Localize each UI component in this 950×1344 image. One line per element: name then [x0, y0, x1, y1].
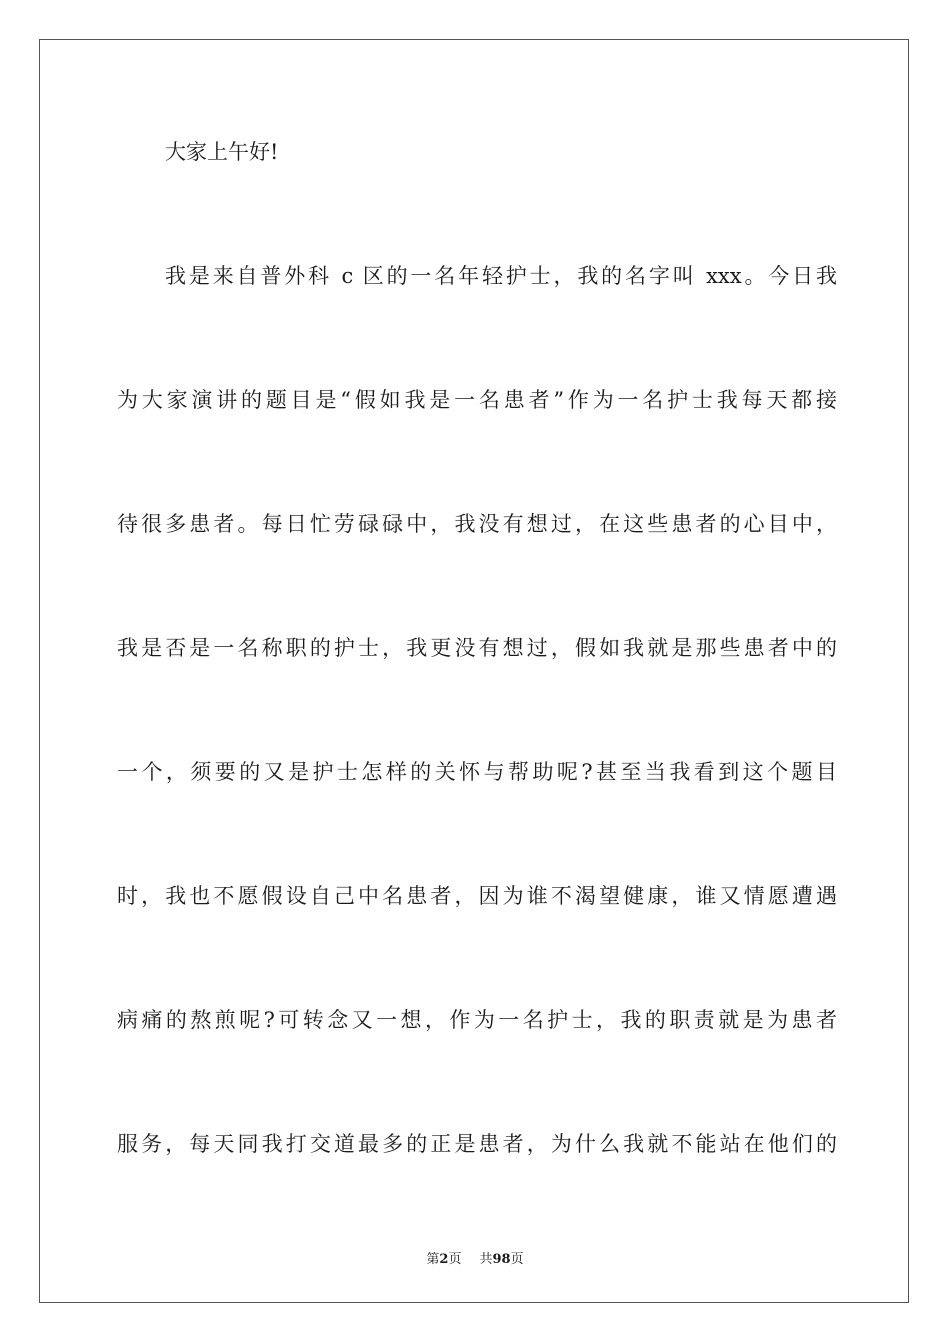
paragraph-line: 待很多患者。每日忙劳碌碌中，我没有想过，在这些患者的心目中，: [117, 512, 837, 536]
page-footer: [0, 1248, 950, 1267]
page-frame: [39, 39, 909, 1303]
footer-page-prefix: 第: [426, 1252, 440, 1267]
paragraph-line: 病痛的熬煎呢?可转念又一想，作为一名护士，我的职责就是为患者: [117, 1008, 837, 1032]
footer-total-suffix: 页: [510, 1252, 524, 1267]
greeting-line: 大家上午好!: [165, 140, 279, 164]
paragraph-line: 为大家演讲的题目是“假如我是一名患者”作为一名护士我每天都接: [117, 388, 837, 412]
paragraph-line: 我是来自普外科 c 区的一名年轻护士，我的名字叫 xxx。今日我: [165, 264, 837, 288]
footer-total-prefix: 共: [479, 1252, 493, 1267]
paragraph-line: 时，我也不愿假设自己中名患者，因为谁不渴望健康，谁又情愿遭遇: [117, 884, 837, 908]
paragraph-line: 服务，每天同我打交道最多的正是患者，为什么我就不能站在他们的: [117, 1132, 837, 1156]
paragraph-line: 一个，须要的又是护士怎样的关怀与帮助呢?甚至当我看到这个题目: [117, 760, 837, 784]
footer-page-number: 2: [439, 1252, 449, 1267]
footer-total-pages: 98: [492, 1252, 511, 1267]
footer-page-suffix: 页: [448, 1252, 462, 1267]
paragraph-line: 我是否是一名称职的护士，我更没有想过，假如我就是那些患者中的: [117, 636, 837, 660]
